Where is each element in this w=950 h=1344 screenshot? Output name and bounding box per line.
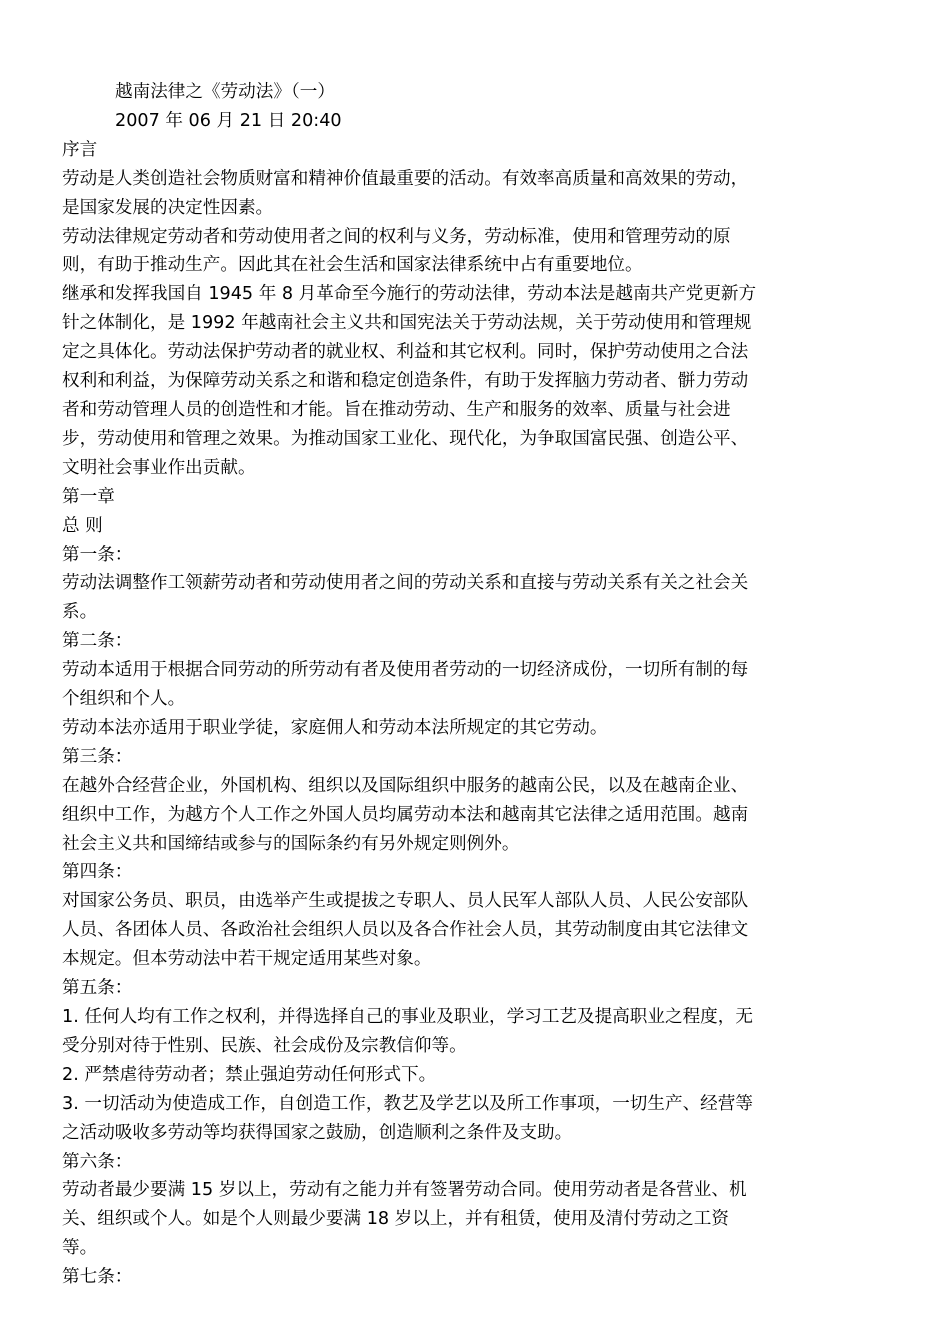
article-4-paragraph-1: 对国家公务员、职员，由选举产生或提拔之专职人、员人民军人部队人员、人民公安部队人员、各团体人员、各政治社会组织人员以及各合作社会人员，其劳动制度由其它法律文本规定。但本劳动法中若干规定适用某些对象。 <box>62 891 749 970</box>
article-4-heading: 第四条： <box>62 862 133 883</box>
article-5-item-3: 3. 一切活动为使造成工作，自创造工作，教艺及学艺以及所工作事项，一切生产、经营等之活动吸收多劳动等均获得国家之鼓励，创造顺利之条件及支助。 <box>62 1093 753 1143</box>
preface-paragraph-2: 劳动法律规定劳动者和劳动使用者之间的权利与义务，劳动标准，使用和管理劳动的原则，有助于推动生产。因此其在社会生活和国家法律系统中占有重要地位。 <box>62 226 731 276</box>
article-2-heading: 第二条： <box>62 631 133 652</box>
article-5-heading: 第五条： <box>62 978 133 999</box>
preface-heading: 序言 <box>62 139 98 160</box>
article-2-paragraph-2: 劳动本法亦适用于职业学徒，家庭佣人和劳动本法所规定的其它劳动。 <box>62 717 608 738</box>
article-2-paragraph-1: 劳动本适用于根据合同劳动的所劳动有者及使用者劳动的一切经济成份，一切所有制的每个组织和个人。 <box>62 660 749 710</box>
document-title: 越南法律之《劳动法》（一） <box>115 82 335 102</box>
document-page <box>62 78 762 1292</box>
article-3-paragraph-1: 在越外合经营企业，外国机构、组织以及国际组织中服务的越南公民，以及在越南企业、组织中工作，为越方个人工作之外国人员均属劳动本法和越南其它法律之适用范围。越南社会主义共和国缔结或参与的国际条约有另外规定则例外。 <box>62 775 749 854</box>
article-6-heading: 第六条： <box>62 1151 133 1172</box>
chapter-title: 总 则 <box>62 515 103 536</box>
article-3-heading: 第三条： <box>62 746 133 767</box>
document-datetime: 2007 年 06 月 21 日 20:40 <box>115 110 342 131</box>
article-1-heading: 第一条： <box>62 544 133 565</box>
preface-paragraph-3: 继承和发挥我国自 1945 年 8 月革命至今施行的劳动法律，劳动本法是越南共产党更新方针之体制化，是 1992 年越南社会主义共和国宪法关于劳动法规，关于劳动使用和管理规定之具体化。劳动法保护劳动者的就业权、利益和其它权利。同时，保护劳动使用之合法权利和利益，为保障劳动关系之和谐和稳定创造条件，有助于发挥脑力劳动者、骿力劳动者和劳动管理人员的创造性和才能。旨在推动劳动、生产和服务的效率、质量与社会进步，劳动使用和管理之效果。为推动国家工业化、现代化，为争取国富民强、创造公平、文明社会事业作出贡献。 <box>62 284 757 478</box>
preface-paragraph-1: 劳动是人类创造社会物质财富和精神价值最重要的活动。有效率高质量和高效果的劳动，是国家发展的决定性因素。 <box>62 168 749 218</box>
article-6-paragraph-1: 劳动者最少要满 15 岁以上，劳动有之能力并有签署劳动合同。使用劳动者是各营业、机关、组织或个人。如是个人则最少要满 18 岁以上，并有租赁，使用及清付劳动之工资等。 <box>62 1180 747 1259</box>
chapter-number: 第一章 <box>62 486 115 507</box>
article-5-item-1: 1. 任何人均有工作之权利，并得选择自己的事业及职业，学习工艺及提高职业之程度，无受分别对待于性别、民族、社会成份及宗教信仰等。 <box>62 1007 753 1056</box>
article-7-heading: 第七条： <box>62 1267 133 1288</box>
article-1-paragraph-1: 劳动法调整作工领薪劳动者和劳动使用者之间的劳动关系和直接与劳动关系有关之社会关系。 <box>62 573 749 623</box>
article-5-item-2: 2. 严禁虐待劳动者；禁止强迫劳动任何形式下。 <box>62 1064 437 1085</box>
